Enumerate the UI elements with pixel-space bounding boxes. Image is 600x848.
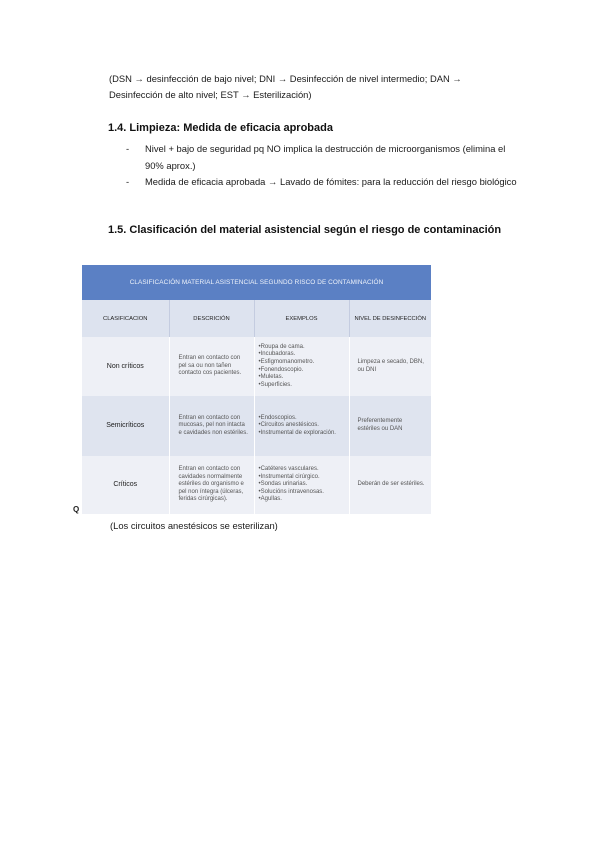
section-heading-1-5: 1.5. Clasificación del material asistencial según el riesgo de contaminación [108,224,502,236]
class-cell: Non críticos [82,337,169,396]
example-item: •Circuitos anestésicos. [258,422,319,429]
classification-table [82,265,431,514]
example-item: •Instrumental cirúrgico. [258,473,320,480]
column-header-examples: EXEMPLOS [254,300,349,337]
margin-mark: Q [73,505,80,514]
bullet-dash: - [126,143,130,154]
examples-cell [254,456,349,514]
column-header-disinfection-level: NIVEL DE DESINFECCIÓN [349,300,431,337]
class-cell: Críticos [82,456,169,514]
bullet-text: Medida de eficacia aprobada → Lavado de fómites: para la reducción del riesgo biológico [145,176,517,187]
level-cell: Preferentemente estériles ou DAN [349,396,431,456]
description-cell: Entran en contacto con cavidades normalmente estériles do organismo e pel non íntegra (úlceras, feridas cirúrgicas). [169,456,254,514]
bullet-text: Nivel + bajo de seguridad pq NO implica la destrucción de microorganismos (elimina el 90% aprox.) [145,143,506,171]
examples-cell [254,396,349,456]
section-heading-1-4: 1.4. Limpieza: Medida de eficacia aprobada [108,122,333,134]
table-row [82,456,431,514]
bullet-dash: - [126,176,130,187]
bullet-item [126,174,526,191]
table-title: CLASIFICACIÓN MATERIAL ASISTENCIAL SEGUNDO RISCO DE CONTAMINACIÓN [82,265,431,300]
abbreviations-note [109,71,529,103]
example-item: •Agullas. [258,496,282,503]
example-item: •Roupa de cama. [258,343,305,350]
example-item: •Fonendoscopio. [258,366,304,373]
table-row [82,396,431,456]
column-header-classification: CLASIFICACION [82,300,169,337]
level-cell: Limpeza e secado, DBN, ou DNI [349,337,431,396]
example-item: •Esfigmomanometro. [258,358,315,365]
bullet-item [126,141,526,174]
examples-cell [254,337,349,396]
cleaning-bullet-list [126,141,526,191]
example-item: •Muletas. [258,374,284,381]
example-item: •Superficies. [258,381,292,388]
description-cell: Entran en contacto con mucosas, pel non intacta e cavidades non estériles. [169,396,254,456]
example-item: •Catéteres vasculares. [258,466,319,473]
example-item: •Sondas urinarias. [258,481,308,488]
footnote: (Los circuitos anestésicos se esterilizan) [110,520,278,531]
level-cell: Deberán de ser estériles. [349,456,431,514]
table-row [82,337,431,396]
column-header-description: DESCRICIÓN [169,300,254,337]
example-item: •Instrumental de exploración. [258,429,336,436]
abbreviations-line-1: (DSN → desinfección de bajo nivel; DNI → Desinfección de nivel intermedio; DAN → [109,73,462,84]
example-item: •Incubadoras. [258,351,296,358]
example-item: •Solucións intravenosas. [258,488,324,495]
abbreviations-line-2: Desinfección de alto nivel; EST → Esterilización) [109,89,312,100]
description-cell: Entran en contacto con pel sa ou non tañen contacto cos pacientes. [169,337,254,396]
class-cell: Semicríticos [82,396,169,456]
example-item: •Endoscopios. [258,414,297,421]
